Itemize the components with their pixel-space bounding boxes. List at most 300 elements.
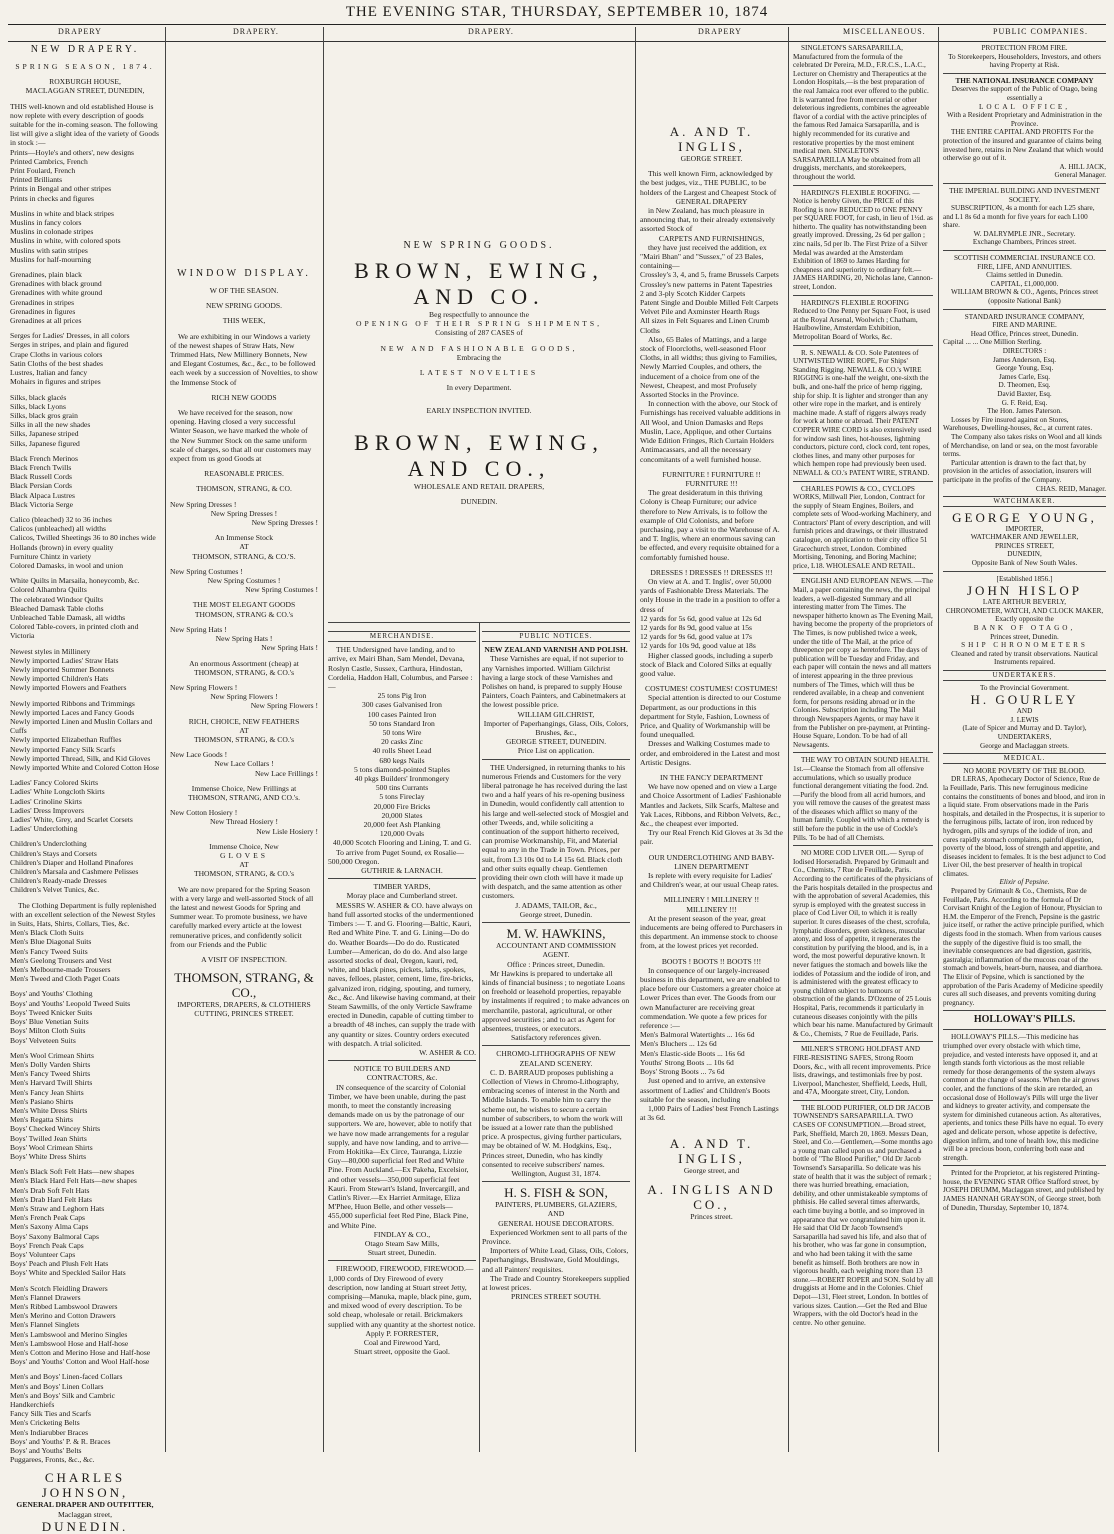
ad-text: Opposite Bank of New South Wales.	[971, 559, 1078, 568]
list-item: Printed Brilliants	[10, 175, 63, 185]
ad-text: THE MOST ELEGANT GOODS	[192, 600, 296, 610]
ad-text: IMPORTER,	[1005, 524, 1044, 533]
list-item: The Hon. James Paterson.	[987, 407, 1062, 416]
list-item: 120,000 Ovals	[379, 829, 425, 839]
ad-body: ENGLISH AND EUROPEAN NEWS. —The Mail, a paper containing the news, the principal leaders, a well-digested Summary and all interesting matter from The Times. The newspaper hitherto known as The Evening Mail, having become the property of the proprietors of The Times, is now published twice a week, under the title of The Mail, at the price of threepence per copy as heretofore. The days of publication will be Tuesday and Friday, and each paper will contain the news and all matters of interest appearing in the three previous numbers of The Times, which will thus be rendered available, in a cheap and convenient form, for persons residing abroad or in the Colonies. Subscription including The Mail through Newspapers Agents, or may have it from the Publisher on pre-payment, at Printing-House Square, London. To be had of all Newsagents.	[793, 577, 933, 749]
list-item: Muslins in white and black stripes	[10, 208, 114, 218]
ad-text: New Spring Flowers !	[250, 701, 318, 711]
list-item: Newly imported Flowers and Feathers	[10, 683, 127, 693]
ad-text: GENERAL DRAPERY	[675, 196, 748, 206]
ad-text: THIS WEEK,	[222, 316, 266, 326]
list-item: Men's Scotch Fleidling Drawers	[10, 1283, 108, 1293]
ad-firm: A. AND T. INGLIS,	[669, 124, 754, 154]
ad-body: This well known Firm, acknowledged by the best judges, viz., THE PUBLIC, to be holders of the Largest and Cheapest Stock of	[640, 169, 777, 197]
goods-list	[328, 691, 476, 847]
list-item: 680 kegs Nails	[379, 755, 425, 765]
ad-text: New Spring Dresses !	[210, 508, 278, 518]
top-rule	[8, 24, 1106, 25]
list-item: Boys' and Youths' Clothing	[10, 989, 93, 999]
list-item: Unbleached Table Damask, all widths	[10, 612, 126, 622]
ad-body: We are exhibiting in our Windows a variety of the newest shapes of Straw Hats, New Trimmed Hats, New Millinery Bonnets, New and Elegant Costumes, &c., &c., to be followed each week by a succession of Novelties, to show the Immense Stock of	[170, 331, 318, 387]
list-item: Wide Edition Fringes, Rich Curtain Holders	[640, 436, 774, 446]
ad-text: George and Maclaggan streets.	[980, 741, 1069, 750]
ad-text: RICH, CHOICE, NEW FEATHERS	[188, 716, 300, 726]
ad-firm: H. GOURLEY	[970, 692, 1079, 708]
ad-text: Cleaned and rated by transit observations. Nautical Instruments repaired.	[951, 649, 1098, 667]
list-item: Muslin, Lace, Applique, and other Curtains	[640, 426, 772, 436]
ad-body: THE WAY TO OBTAIN SOUND HEALTH. 1st.—Cleanse the Stomach from all offensive accumulations, which so usually produce functional derangement vitiating the food. 2nd.—Purify the blood from all acrid humors, and you will remove the causes of the greatest mass of the diseases which afflict so many of the human family. Coupled with which a remedy is still before the public in the use of Cockle's Pills. To be had of all Chemists.	[793, 756, 930, 842]
list-item: Boys' French Peak Caps	[10, 1240, 84, 1250]
list-item: 500 tins Currants	[375, 783, 429, 793]
ad-text: PROTECTION FROM FIRE.	[981, 44, 1068, 52]
ad-firm: M. W. HAWKINS,	[506, 926, 606, 942]
column-head: DRAPERY	[698, 27, 742, 36]
ad-body: We are now prepared for the Spring Season with a very large and well-assorted Stock of all the latest and newest Goods for Spring and Summer wear. To promote business, we have carefully marked every article at the lowest remunerative prices, and confidently solicit from our Friends and the Public	[170, 884, 314, 949]
list-item: Men's Lambswool and Merino Singles	[10, 1329, 128, 1339]
section-head: MEDICAL.	[943, 753, 1106, 764]
list-item: Prints in Bengal and other stripes	[10, 184, 112, 194]
ad-text: SHIP CHRONOMETERS	[961, 641, 1088, 650]
ad-text: CHRONOMETER, WATCH, AND CLOCK MAKER,	[945, 606, 1104, 615]
ad-text: GEORGE STREET.	[680, 154, 743, 163]
list-item: Men's Black Soft Felt Hats—new shapes	[10, 1167, 135, 1177]
ad-text: New Lace Frillings !	[254, 768, 318, 778]
column-public-companies	[943, 44, 1106, 1454]
ad-text: New Lace Collars !	[214, 759, 274, 769]
ad-body: The great desideratum in this thriving Colony is Cheap Furniture; our advice therefore to New Arrivals, is to follow the example of Old Colonists, and before purchasing, pay a visit to the Warehouse of A. and T. Inglis, where an enormous saving can be effected, and every requisite obtained for a comfortably furnished house.	[640, 488, 780, 562]
list-item: Bleached Damask Table cloths	[10, 603, 104, 613]
signature: Stuart street, Dunedin.	[367, 1248, 437, 1258]
list-item: Men's Blue Diagonal Suits	[10, 937, 92, 947]
ad-text: New Spring Hats !	[215, 634, 273, 644]
list-item: Men's French Peak Caps	[10, 1213, 85, 1223]
ad-text: Satisfactory references given.	[510, 1033, 602, 1043]
ad-body: THE ENTIRE CAPITAL AND PROFITS For the protection of the insured and guarantee of claims being invested here, retains in New Zealand that which would otherwise go out of it.	[943, 128, 1104, 163]
list-item: Children's Marsala and Cashmere Pelisses	[10, 867, 139, 877]
section-head: WATCHMAKER.	[943, 496, 1106, 507]
list-item: Newly imported Elizabethan Ruffles	[10, 735, 122, 745]
list-item: Boys' and Youths' Cotton and Wool Half-hose	[10, 1357, 150, 1367]
signature: CHAS. REID, Manager.	[1035, 484, 1106, 493]
list-item: Men's Fancy Tweed Suits	[10, 946, 88, 956]
column-head: DRAPERY	[58, 27, 102, 36]
list-item: Satin Cloths of the best shades	[10, 358, 104, 368]
list-item: Men's Flannel Drawers	[10, 1292, 81, 1302]
ad-text: [Established 1856.]	[996, 574, 1053, 583]
list-item: Men's Tweed and Cloth Paget Coats	[10, 974, 120, 984]
list-item: Muslins in colonade stripes	[10, 227, 94, 237]
ad-text: BANK OF OTAGO,	[973, 624, 1076, 633]
ad-body: Special attention is directed to our Costume Department, as our productions in this department for Style, Fashion, Lowness of Price, and Quality of Workmanship will be found unequalled.	[640, 693, 781, 740]
list-item: Men's Elastic-side Boots ... 16s 6d	[640, 1048, 745, 1058]
list-item: White Quilts in Marsaila, honeycomb, &c.	[10, 576, 140, 586]
list-item: Black French Twills	[10, 462, 72, 472]
ad-text: Princes street, Dunedin.	[990, 632, 1059, 641]
list-item: David Baxter, Esq.	[997, 389, 1052, 398]
list-item: Men's Indiarubber Braces	[10, 1427, 89, 1437]
list-item: Muslins for half-mourning	[10, 254, 91, 264]
ad-text: Capital ... ... One Million Sterling.	[943, 338, 1042, 347]
list-item: 20,000 feet Ash Planking	[363, 820, 441, 830]
ad-text: CARPETS AND FURNISHINGS,	[658, 233, 765, 243]
ad-intro: THIS well-known and old established House is now replete with every description of goods suitable for the in-coming season. The following list will give a slight idea of the variety of Goods in stock :—	[10, 101, 159, 148]
ad-text: LOCAL OFFICE,	[978, 102, 1071, 111]
list-item: Muslins in fancy colors	[10, 218, 82, 228]
section-head: PUBLIC NOTICES.	[482, 631, 630, 642]
ad-body: Prepared by Grimault & Co., Chemists, Rue de Feuillade, Paris. According to the formula of Dr Corvisart Knight of the Legion of Honour, Physician to H.M. the Emperor of the French, Pepsine is the gastric juice itself, or rather the active principle purified, which digests food in the stomach. When from various causes the supply of the digestive fluid is too small, the inevitable consequences are bad digestion, gastritis, gastralgia; inflammation of the mucous coat of the stomach and bowels, heart-burn, nausea, and diarrhoea. The Elixir of Pepsine, which is sanctioned by the approbation of the Paris Academy of Medicine speedily cures all such diseases, and prevents vomiting during pregnancy.	[943, 887, 1104, 1007]
ad-text: Beg respectfully to announce the	[429, 310, 529, 319]
list-item: Calico (bleached) 32 to 36 inches	[10, 514, 112, 524]
ad-body: Is replete with every requisite for Ladies' and Children's wear, at our usual Cheap rates.	[640, 871, 779, 890]
list-item: 40,000 Scotch Flooring and Lining, T. and G.	[332, 838, 472, 848]
ad-body: in New Zealand, has much pleasure in announcing that, to their already extensively assorted Stock of	[640, 206, 775, 234]
list-item: Serges for Ladies' Dresses, in all colors	[10, 331, 130, 341]
list-item: Newly imported Laces and Fancy Goods	[10, 707, 135, 717]
ad-house: ROXBURGH HOUSE,	[49, 77, 121, 87]
ad-text: New Spring Dresses !	[170, 499, 237, 509]
list-item: Boys' Strong Boots ... 7s 6d	[640, 1067, 725, 1077]
ad-text: An Immense Stock	[214, 533, 274, 543]
ad-text: AND	[547, 1209, 565, 1219]
list-item: Grenadines in stripes	[10, 297, 75, 307]
goods-list	[10, 148, 160, 203]
ad-firm: GEORGE YOUNG,	[952, 509, 1097, 525]
column-public-notices	[482, 628, 630, 1448]
masthead: THE EVENING STAR, THURSDAY, SEPTEMBER 10, 1874	[345, 4, 769, 20]
list-item: Children's Stays and Corsets	[10, 848, 97, 858]
list-item: Boys' Twilled Jean Shirts	[10, 1133, 87, 1143]
ad-text: SCOTTISH COMMERCIAL INSURANCE CO.	[953, 254, 1096, 263]
list-item: Ladies' Fancy Colored Skirts	[10, 778, 99, 788]
ad-title: NEW DRAPERY.	[30, 44, 140, 55]
list-item: Grenadines in figures	[10, 306, 76, 316]
list-item: Ladies' White Longcloth Skirts	[10, 787, 105, 797]
list-item: Black Persian Cords	[10, 481, 73, 491]
list-item: Boys' White Dress Shirts	[10, 1151, 87, 1161]
ad-body: C. D. BARRAUD proposes publishing a Collection of Views in Chromo-Lithography, embracing scenes of interest in the North and Middle Islands. To enable him to carry the scheme out, he wishes to secure a certain number of subscribers, to whom the work will be issued at a lower rate than the published price. A prospectus, giving further particulars, may be obtained of W. M. Hodgkins, Esq., Princes street, Dunedin, who has kindly consented to receive subscribers' names.	[482, 1067, 623, 1169]
ad-text: New Lace Goods !	[170, 750, 228, 760]
ad-text: AT	[239, 860, 249, 870]
ad-text: STANDARD INSURANCE COMPANY,	[964, 312, 1085, 321]
signature: W. ASHER & CO.	[419, 1047, 476, 1057]
ad-text: IN THE FANCY DEPARTMENT	[659, 773, 764, 782]
list-item: Patent Single and Double Milled Felt Carpets	[640, 298, 779, 308]
list-item: Men's Straw and Leghorn Hats	[10, 1203, 105, 1213]
head-rule	[8, 41, 1106, 42]
list-item: Grenadines with black ground	[10, 279, 102, 289]
list-item: Boys' Peach and Plush Felt Hats	[10, 1259, 109, 1269]
goods-list	[640, 614, 783, 651]
ad-text: In every Department.	[446, 383, 512, 393]
list-item: Men's Melbourne-made Trousers	[10, 965, 111, 975]
list-item: Colored Alhambra Quilts	[10, 585, 87, 595]
list-item: 2 and 3-ply Scotch Kidder Carpets	[640, 288, 746, 298]
ad-body: Particular attention is drawn to the fact that, by provision in the articles of association, insurers will participate in the profits of the Company.	[943, 458, 1092, 484]
list-item: 25 tons Pig Iron	[377, 691, 427, 701]
list-item: Boys' and Youths' Leopold Tweed Suits	[10, 998, 131, 1008]
list-item: Men's and Boys' Silk and Cambric Handkerchiefs	[10, 1390, 116, 1410]
list-item: Men's Black Cloth Suits	[10, 928, 84, 938]
column-head: DRAPERY.	[233, 27, 279, 36]
list-item: Newly imported Summer Bonnets	[10, 664, 114, 674]
ad-text: DUNEDIN.	[460, 496, 498, 506]
ad-title: NEW SPRING GOODS.	[403, 240, 555, 251]
ad-body: CHARLES POWIS & CO., CYCLOPS WORKS, Millwall Pier, London, Contract for the supply of Steam Engines, Boilers, and complete sets of Wood-working Machinery, and Contractors' Plant of every description, and will furnish prices and drawings, or their illustrated catalogue, on application to their city office 51 Gracechurch street, London. Combined Mortising, Tenoning, and Boring Machine; price, L18. WHOLESALE AND RETAIL.	[793, 484, 932, 570]
goods-list	[10, 839, 160, 894]
ad-text: Consisting of 287 CASES of	[435, 328, 523, 338]
column-rule	[635, 27, 636, 1452]
ad-firm: THOMSON, STRANG, & CO.,	[174, 970, 314, 1001]
list-item: Grenadines with white ground	[10, 288, 103, 298]
ad-text: REASONABLE PRICES.	[204, 469, 284, 479]
list-item: Prints in checks and figures	[10, 193, 94, 203]
list-item: Silks, Japanese striped	[10, 429, 79, 439]
list-item: Grenadines at all prices	[10, 316, 82, 326]
goods-list	[10, 778, 160, 833]
ad-text: NO MORE POVERTY OF THE BLOOD.	[963, 766, 1086, 775]
ad-text: THOMSON, STRANG, & CO.'s	[193, 667, 295, 677]
list-item: Boys' Velveteen Suits	[10, 1035, 76, 1045]
ad-firm: BROWN, EWING, AND CO.	[354, 258, 604, 309]
signature: WILLIAM GILCHRIST,	[517, 709, 595, 719]
goods-list	[10, 1051, 160, 1161]
goods-list	[10, 1372, 160, 1464]
list-item: Prints—Hoyle's and others', new designs	[10, 147, 135, 157]
list-item: 5 tons diamond-pointed Staples	[354, 764, 450, 774]
ad-firm: JOHN HISLOP	[967, 583, 1082, 599]
signature: Stuart street, opposite the Gaol.	[354, 1347, 450, 1357]
ad-body: NO MORE COD LIVER OIL.— Syrup of Iodised Horseradish. Prepared by Grimault and Co., Chemists, 7 Rue de Feuillade, Paris. According to the certificates of the physicians of the Paris hospitals detailed in the prospectus and with the approbation of several Academies, this syrup is employed with the greatest success in place of Cod Liver Oil, to which it is really superior. It cures diseases of the chest, scrofula, lymphatic disorders, green sickness, muscular atony, and loss of appetite, it regenerates the constitution by purifying the blood, and is, in a word, the most powerful depurative known. It never fatigues the stomach and bowels like the iodides of Potassium and the iodide of iron, and is administered with the greatest efficacy to young children subject to humours or obstruction of the glands. D'Ozenne of 25 Louis Hospital, Paris, recommends it particularly in cutaneous diseases conjointly with the pills which bear his name. Manufactured by Grimault & Co., Chemists, 7 Rue de Feuillade, Paris.	[793, 849, 933, 1038]
ad-body: These Varnishes are equal, if not superior to any Varnishes imported. William Gilchrist having a large stock of these Varnishes and Polishes on hand, is prepared to supply House Painters, Coach Painters, and Cabinetmakers at the lowest possible price.	[482, 654, 626, 710]
list-item: 12 yards for 8s 9d, good value at 15s	[640, 622, 752, 632]
ad-text: New Spring Flowers !	[170, 682, 238, 692]
directors-list	[943, 356, 1106, 416]
ad-text: New Spring Costumes !	[170, 566, 243, 576]
ad-text: WATCHMAKER AND JEWELLER,	[970, 533, 1079, 542]
ad-body: The Company also takes risks on Wool and all kinds of Merchandise, on land or sea, on the most favorable terms.	[943, 432, 1102, 459]
ad-body: Also, 65 Bales of Mattings, and a large stock of Floorcloths, well-seasoned Floor Cloths, in all widths; thus giving to Families, Newly Married Couples, and others, the inducement of a choice from one of the Newest, Cheapest, and most Profusely Assorted Stocks in the Province.	[640, 334, 777, 400]
ad-text: An enormous Assortment (cheap) at	[189, 658, 299, 668]
list-item: Children's Underclothing	[10, 839, 87, 849]
ad-body: THE Undersigned have landing, and to arrive, ex Mairi Bhan, Sam Mendel, Devana, Roslyn Castle, Sussex, Carthura, Hindostan, Cordelia, Haddon Hall, Columbus, and Parsee :—	[328, 645, 473, 692]
list-item: Printed Cambrics, French	[10, 156, 88, 166]
ad-text: CHROMO-LITHOGRAPHS OF NEW ZEALAND SCENERY.	[496, 1049, 616, 1068]
list-item: Men's Fancy Tweed Shirts	[10, 1069, 91, 1079]
ad-text: TIMBER YARDS,	[373, 882, 431, 892]
ad-text: To Storekeepers, Householders, Investors, and others having Property at Risk.	[948, 52, 1101, 70]
ad-text: THOMSON, STRANG, AND CO.'s.	[187, 792, 301, 802]
ad-text: EARLY INSPECTION INVITED.	[426, 406, 532, 416]
goods-list	[10, 331, 160, 386]
list-item: Men's White Dress Shirts	[10, 1105, 88, 1115]
ad-text: Claims settled in Dunedin.	[986, 271, 1063, 280]
ad-body: DR LERAS, Apothecary Doctor of Science, Rue de la Feuillade, Paris. This new ferruginous medicine contains the constituents of bones and blood, and iron in a liquid state. From observations made in the Paris hospitals, and detailed in the Prospectus, it is superior to the ferruginous pills, lactate of iron, iron reduced by hydrogen, pills and syrups of the iodide of iron, and cures rapidly stomach complaints, painful digestion, poverty of the blood, loss of strength and appetite, and diseases incident to females. It is the best adjunct to Cod Liver Oil, the best preserver of health in tropical climates.	[943, 775, 1106, 878]
list-item: D. Theomen, Esq.	[998, 381, 1051, 390]
list-item: Men's Lambswool Hose and Half-hose	[10, 1338, 129, 1348]
list-item: Men's Ribbed Lambswool Drawers	[10, 1301, 118, 1311]
ad-body: MILNER'S STRONG HOLDFAST AND FIRE-RESISTING SAFES, Strong Room Doors, &c., with all recent improvements. Price lists, drawings, and testimonials free by post. Liverpool, Manchester, Sheffield, Leeds, Hull, and 47A, Moorgate street, City, London.	[793, 1045, 931, 1097]
signature: Maclaggan street,	[58, 1509, 112, 1519]
list-item: Men's and Boys' Linen Collars	[10, 1381, 104, 1391]
list-item: Silks, black gros grain	[10, 410, 78, 420]
goods-list	[640, 418, 783, 464]
list-item: Muslins with satin stripes	[10, 245, 88, 255]
ad-text: RICH NEW GOODS	[211, 392, 277, 402]
list-item: 300 cases Galvanised Iron	[362, 700, 442, 710]
ad-body: HARDING'S FLEXIBLE ROOFING Reduced to One Penny per Square Foot, is used at the Royal Arsenal, Woolwich ; Chatham, Haulbowline, Amsterdam Exhibition, Metropolitan Board of Works, &c.	[793, 298, 931, 341]
ad-body: In connection with the above, our Stock of Furnishings has received valuable additions in	[640, 399, 781, 418]
list-item: Men's Saxony Alma Caps	[10, 1222, 89, 1232]
signature: General Manager.	[1054, 171, 1106, 180]
list-item: Boys' and Youths' P. & R. Braces	[10, 1436, 111, 1446]
ad-text: Immense Choice, New	[209, 841, 279, 851]
signature: GEORGE STREET, DUNEDIN.	[505, 737, 607, 747]
section-head: UNDERTAKERS.	[943, 670, 1106, 681]
list-item: Lustres, Italian and fancy	[10, 368, 88, 378]
list-item: Children's Velvet Tunics, &c.	[10, 885, 100, 895]
list-item: 40 pkgs Builders' Ironmongery	[354, 774, 450, 784]
clothing-text: The Clothing Department is fully replenished with an excellent selection of the Newest Styles in Suits, Hats, Shirts, Collars, Ties, &c.	[10, 900, 157, 929]
goods-list	[10, 515, 160, 570]
ad-body: In consequence of our largely-increased business in this department, we are enabled to place before our Customers a greater choice at Lower Prices than ever. The Goods from our own Manufacturer are receiving great commendation. We quote a few prices for reference :—	[640, 965, 782, 1031]
goods-list	[10, 454, 160, 509]
ad-body: We have received for the season, now opening. Having closed a very successful Winter Season, we have marked the whole of the New Summer Stock on the same uniform scale of charges, so that all our customers may expect from us good Goods at	[170, 408, 312, 464]
ad-body: MESSRS W. ASHER & CO. have always on hand full assorted stocks of the undermentioned Timbers :— T. and G. Flooring—Baltic, Kauri, Red and White Pine. T. and G. Lining—Do do do. Weather Boards—Do do do. Rusticated Lumber—American, do do do. And also large assorted stocks of deal, Oregon, kauri, red, white, and black pines, pickets, laths, spokes, naves, felloes, plaster, cement, lime, fire-bricks, galvanized iron, ridging, spouting, and turnery, &c., &c. And likewise having command, at their Steam Sawmills, of the only Verticle Sawframe erected in Dunedin, capable of cutting timber to a breadth of 48 inches, can supply the trade with any quantity or sizes. Country orders executed with despatch. A trial solicited.	[328, 900, 476, 1048]
ad-text: PAINTERS, PLUMBERS, GLAZIERS,	[495, 1200, 617, 1210]
list-item: Men's Merino and Cotton Drawers	[10, 1311, 116, 1321]
ad-body: 1,000 Pairs of Ladies' best French Lastings at 3s 6d.	[640, 1103, 779, 1123]
list-item: 20,000 Fire Bricks	[373, 801, 431, 811]
ad-body: IN consequence of the scarcity of Colonial Timber, we have been unable, during the past month, to meet the constantly increasing demands made on us by the patronage of our supporters. We are, however, able to notify that we have now made arrangements for a regular supply, and have now landing, and to arrive— From Hokitika—Ex Circe, Tauranga, Lizzie Guy—80,000 superficial feet Red and White Pine. From Auckland.—Ex Pakeha, Excelsior, and other vessels—350,000 superficial feet Kauri. From Stewart's Island, Invercargill, and Catlin's River.—Ex Harriet Armitage, Eliza M'Phee, Huon Belle, and other vessels—455,000 superficial feet Red Pine, Black Pine, and White Pine.	[328, 1082, 472, 1230]
ad-text: DUNEDIN,	[1007, 550, 1042, 559]
ad-body: The Trade and Country Storekeepers supplied at lowest prices.	[482, 1273, 630, 1292]
ad-text: NOTICE TO BUILDERS AND CONTRACTORS, &c.	[353, 1064, 451, 1083]
list-item: Children's Diaper and Holland Pinafores	[10, 857, 134, 867]
ad-text: FURNITURE ! FURNITURE !!	[662, 469, 761, 479]
imprint: Printed for the Proprietor, at his registered Printing-house, the EVENING STAR Office Stafford street, by JOSEPH DRUMM, Maclaggan street, and published by JAMES HANNAH GRAYSON, of George street, both of Dunedin, Thursday, September 10, 1874.	[943, 1169, 1104, 1212]
signature: GENERAL DRAPER AND OUTFITTER,	[16, 1500, 154, 1510]
list-item: Silks, Japanese figured	[10, 438, 80, 448]
signature: Price List on application.	[517, 746, 595, 756]
signature: PRINCES STREET SOUTH.	[511, 1292, 601, 1302]
column-head: DRAPERY.	[468, 27, 514, 36]
column-rule	[479, 622, 480, 1452]
list-item: Mohairs in figures and stripes	[10, 377, 101, 387]
ad-text: GLOVES	[220, 850, 268, 860]
list-item: Boys' Blue Venetian Suits	[10, 1017, 89, 1027]
ad-body: HARDING'S FLEXIBLE ROOFING. —Notice is hereby Given, the PRICE of this Roofing is now REDUCED to ONE PENNY per SQUARE FOOT, for cash, in lieu of 1½d. as hitherto. The quality has notwithstanding been greatly improved. Dressing, 2s 6d per gallon ; zinc nails, 5d per lb. The First Prize of a Silver Medal was awarded at the Amsterdam Exhibition of 1869 to James Harding for cheapness and superiority to ordinary felt.—JAMES HARDING, 20, Nicholas lane, Cannon-street, London.	[793, 188, 933, 292]
ad-body: On view at A. and T. Inglis', over 50,000 yards of Fashionable Dress Materials. The only House in the trade in a position to offer a dress of	[640, 576, 780, 614]
ad-text: NEW ZEALAND VARNISH AND POLISH.	[484, 645, 628, 655]
ad-text: Embracing the	[456, 352, 502, 362]
list-item: 20,000 Slates	[381, 810, 423, 820]
ad-text: Wellington, August 31, 1874.	[511, 1168, 601, 1178]
ad-body: Experienced Workmen sent to all parts of the Province.	[482, 1227, 627, 1246]
column-rule	[788, 27, 789, 1452]
column-head: MISCELLANEOUS.	[843, 27, 926, 36]
ad-body: At the present season of the year, great inducements are being offered to Purchasers in this department. An immense stock to choose from, at the lowest prices yet recorded.	[640, 913, 783, 951]
list-item: Ladies' Underclothing	[10, 824, 78, 834]
ad-text: AND	[1016, 707, 1033, 716]
list-item: Men's Fancy Jean Shirts	[10, 1087, 84, 1097]
ad-firm: H. S. FISH & SON,	[504, 1185, 608, 1201]
column-rule	[165, 27, 166, 1452]
signature: A. HILL JACK,	[1059, 162, 1106, 171]
list-item: Men's Pasiano Shirts	[10, 1096, 74, 1106]
ad-text: Moray place and Cumberland street.	[346, 891, 458, 901]
ad-text: FIRE, LIFE, AND ANNUITIES.	[977, 262, 1072, 271]
signature: Otago Steam Saw Mills,	[364, 1239, 440, 1248]
list-item: Boys' Tweed Knicker Suits	[10, 1007, 93, 1017]
column-rule	[323, 27, 324, 1452]
ad-text: THE NATIONAL INSURANCE COMPANY	[955, 76, 1094, 85]
ad-text: BOOTS ! BOOTS !! BOOTS !!!	[661, 956, 762, 966]
ad-text: WILLIAM BROWN & CO., Agents, Princes street (opposite National Bank)	[950, 288, 1099, 306]
goods-list	[10, 1167, 160, 1277]
ad-body: Dresses and Walking Costumes made to order, and embroidered in the Latest and most Artistic Designs.	[640, 739, 780, 767]
list-item: Boys' White and Speckled Sailor Hats	[10, 1268, 126, 1278]
ad-text: New Spring Costumes !	[207, 576, 281, 586]
list-item: Boys' and Youths' Belts	[10, 1446, 82, 1456]
signature: DUNEDIN.	[41, 1518, 129, 1534]
ad-text: DRESSES ! DRESSES !! DRESSES !!!	[650, 567, 773, 577]
list-item: Youths' Strong Boots ... 10s 6d	[640, 1057, 734, 1067]
ad-text: WHOLESALE AND RETAIL DRAPERS,	[413, 481, 545, 491]
ad-text: (Late of Spicer and Murray and D. Taylor), UNDERTAKERS,	[962, 724, 1087, 741]
signature: Importer of Paperhangings, Glass, Oils, Colors, Brushes, &c.,	[483, 718, 629, 738]
list-item: 100 cases Painted Iron	[367, 709, 437, 719]
ad-text: MILLINERY !!!	[686, 904, 737, 914]
ad-text: LATEST NOVELTIES	[419, 368, 539, 378]
list-item: Ladies' White, Grey, and Scarlet Corsets	[10, 815, 133, 825]
signature: Apply P. FORRESTER,	[365, 1328, 439, 1338]
ad-text: Head Office, Princes street, Dunedin.	[970, 329, 1079, 338]
list-item: Men's Drab Soft Felt Hats	[10, 1185, 90, 1195]
goods-list	[10, 989, 160, 1044]
list-item: Furniture Chintz in variety	[10, 551, 92, 561]
goods-list	[10, 928, 160, 983]
ad-text: To the Provincial Government.	[980, 683, 1069, 692]
ad-text: W OF THE SEASON.	[209, 286, 279, 295]
ad-text: MILLINERY ! MILLINERY !!	[663, 895, 760, 905]
list-item: Newly imported Ribbons and Trimmings	[10, 698, 135, 708]
list-item: Children's Ready-made Dresses	[10, 876, 107, 886]
ad-text: IMPORTERS, DRAPERS, & CLOTHIERS	[177, 1000, 311, 1010]
ad-body: Mr Hawkins is prepared to undertake all kinds of financial business ; to negotiate Loans on freehold or leasehold properties, repayable by instalments if required ; to make advances on merchantile, pastoral, agricultural, or other approved securities ; and to act as Agent for absentees, trustees, or executors.	[482, 968, 630, 1033]
list-item: 20 casks Zinc	[381, 737, 423, 747]
list-item: 5 tons Fireclay	[379, 792, 425, 802]
ad-text: THE IMPERIAL BUILDING AND INVESTMENT SOCIETY.	[949, 186, 1100, 204]
list-item: Grenadines, plain black	[10, 270, 82, 280]
ad-text: Deserves the support of the Public of Otago, being essentially a	[951, 85, 1098, 102]
list-item: Antimacassars, and all the necessary concomitants of a well furnished house.	[640, 445, 762, 464]
ad-text: OUR UNDERCLOTHING AND BABY-LINEN DEPARTMENT	[648, 852, 775, 871]
ad-text: DIRECTORS :	[1002, 347, 1047, 355]
list-item: Ladies' Crinoline Skirts	[10, 796, 82, 806]
ad-body: FIREWOOD, FIREWOOD, FIREWOOD.—1,000 cords of Dry Firewood of every description, now landing at Stuart street Jetty, comprising—Manuka, maple, black pine, gum, and mixed wood of every description. To be sold cheap, wholesale or retail. Brickmakers supplied with any quantity at the shortest notice.	[328, 1264, 476, 1329]
goods-list	[10, 270, 160, 325]
column-heads	[8, 27, 1106, 41]
list-item: 12 yards for 5s 6d, good value at 12s 6d	[640, 613, 762, 623]
list-item: Men's Bluchers ... 12s 6d	[640, 1039, 717, 1049]
list-item: Calicos, Twilled Sheetings 36 to 80 inches wide	[10, 533, 156, 543]
list-item: Colored Table-covers, in printed cloth and Victoria	[10, 622, 139, 641]
list-item: Black Alpaca Lustres	[10, 490, 75, 500]
ad-address: MACLAGGAN STREET, DUNEDIN,	[25, 86, 145, 96]
column-miscellaneous	[793, 44, 933, 1454]
list-item: 50 tons Wire	[382, 728, 422, 738]
ad-firm: HOLLOWAY'S PILLS.	[973, 1014, 1076, 1026]
